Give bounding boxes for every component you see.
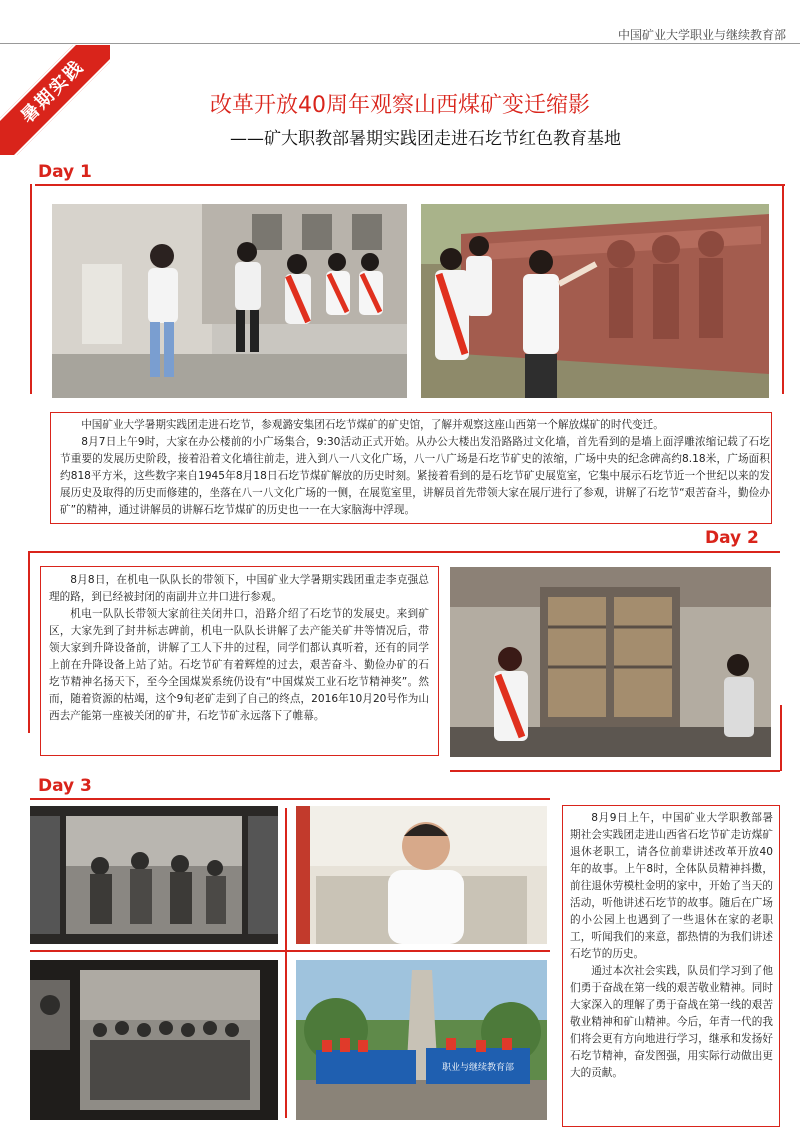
day1-paragraph: 中国矿业大学暑期实践团走进石圪节，参观潞安集团石圪节煤矿的矿史馆，了解并观察这座山西第一个解放煤矿的时代变迁。: [81, 419, 664, 431]
header-divider: [0, 43, 800, 44]
day1-heading: Day 1: [38, 162, 92, 182]
day2-photo-mine-shaft: [450, 567, 771, 757]
article-title: 改革开放40周年观察山西煤矿变迁缩影: [210, 93, 590, 118]
day2-right-rule: [780, 705, 782, 771]
day1-text-block: [60, 417, 770, 519]
day1-left-rule: [30, 184, 32, 394]
day3-top-rule: [30, 798, 550, 800]
day3-paragraph: 通过本次社会实践，队员们学习到了他们勇于奋战在第一线的艰苦敬业精神。同时大家深入的理解了勇于奋战在第一线的艰苦敬业精神和矿山精神。今后，年青一代的我们将会更有方向地进行学习，继承和发扬好石圪节精神，奋发图强，用实际行动做出更大的贡献。: [570, 965, 773, 1079]
day2-text-block: [49, 572, 429, 725]
header-org-name: 中国矿业大学职业与继续教育部: [617, 28, 786, 42]
day2-paragraph: 8月8日，在机电一队队长的带领下，中国矿业大学暑期实践团重走李克强总理的路，到已经被封闭的南副井立井口进行参观。: [49, 574, 429, 603]
day3-photo-retired-worker: [296, 806, 547, 944]
day2-paragraph: 机电一队队长带领大家前往关闭井口，沿路介绍了石圪节的发展史。来到矿区，大家先到了封井标志碑前，机电一队队长讲解了去产能关矿井等情况后，带领大家到升降设备前，讲解了工人下井的过程，同学们都认真听着，还有的同学上前在升降设备上站了站。石圪节矿有着辉煌的过去，艰苦奋斗、勤俭办矿的石圪节精神名扬天下，至今全国煤炭系统仍设有“中国煤炭工业石圪节精神奖”。然而，随着资源的枯竭，这个9旬老矿走到了自己的终点，2016年10月20号作为山西去产能第一座被关闭的矿井，石圪节矿永远落下了帷幕。: [49, 608, 429, 722]
day3-center-rule: [285, 808, 287, 1118]
day3-middle-rule: [30, 950, 550, 952]
banner-slogan: 职业与继续教育部: [441, 1063, 515, 1073]
day3-photo-history-exhibit: [30, 806, 278, 944]
day3-paragraph: 8月9日上午，中国矿业大学职教部暑期社会实践团走进山西省石圪节矿走访煤矿退休老职工，请各位前辈讲述改革开放40年的故事。上午8时，全体队员精神抖擞，前往退休劳模杜金明的家中，开始了当天的活动，听他讲述石圪节的故事。随后在广场的小公园上也遇到了一些退休在家的老职工，听闻我们的来意，都热情的为我们讲述石圪节的历史。: [570, 812, 773, 960]
day2-bottom-rule: [450, 770, 780, 772]
day2-top-rule: [28, 551, 780, 553]
day3-text-block: [570, 810, 773, 1082]
day1-photo-street: [52, 204, 407, 398]
day1-paragraph: 8月7日上午9时，大家在办公楼前的小广场集合，9:30活动正式开始。从办公大楼出发沿路路过文化墙，首先看到的是墙上面浮雕浓缩记载了石圪节重要的发展历史阶段，接着沿着文化墙往前走，进入到八一八文化广场，八一八广场是石圪节矿史的浓缩，广场中央的纪念碑高约8.18米，广场面积约818平方米，这些数字来自1945年8月18日石圪节煤矿解放的历史时刻。紧接着看到的是石圪节矿史展览室，它集中展示石圪节近一个世纪以来的发展历史及取得的历史而修建的，坐落在八一八文化广场的一侧，在展览室里，讲解员首先带领大家在展厅进行了参观，讲解了石圪节“艰苦奋斗，勤俭办矿”的精神，通过讲解员的讲解石圪节煤矿的历史也一一在大家脑海中浮现。: [60, 436, 770, 516]
day1-photo-relief-wall: [421, 204, 769, 398]
day2-heading: Day 2: [705, 528, 759, 548]
day1-top-rule: [35, 184, 785, 186]
ribbon-label: 暑期实践: [0, 45, 110, 155]
day2-left-rule: [28, 551, 30, 733]
day1-right-rule: [782, 184, 784, 394]
day3-heading: Day 3: [38, 776, 92, 796]
article-subtitle: ——矿大职教部暑期实践团走进石圪节红色教育基地: [230, 129, 621, 149]
day3-photo-banner-monument: [296, 960, 547, 1120]
day3-photo-group-archive: [30, 960, 278, 1120]
